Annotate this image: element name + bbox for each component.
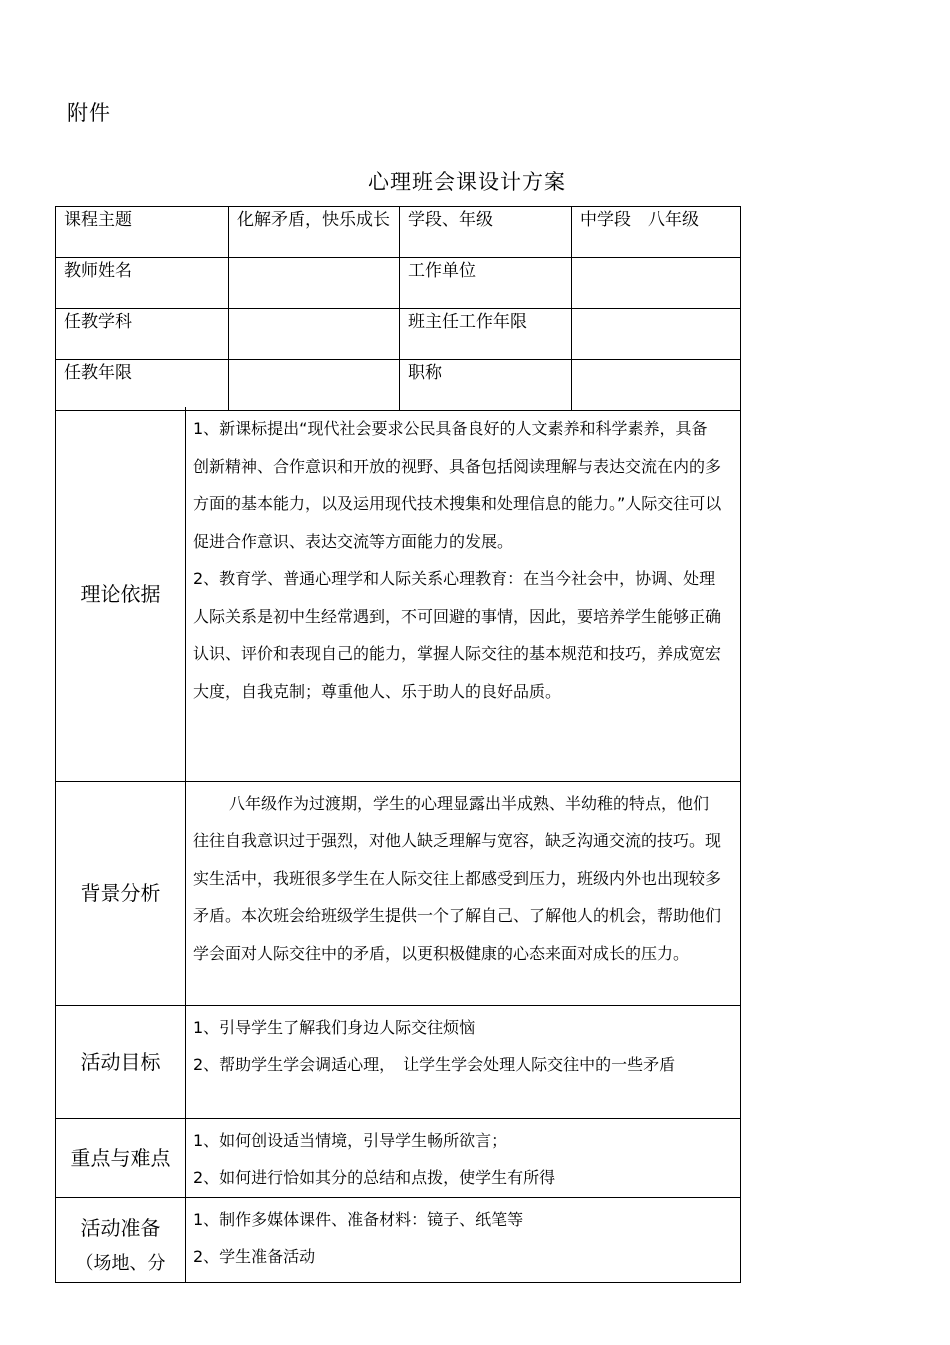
table-row [56, 360, 741, 411]
table-row [56, 407, 741, 781]
table-cell: 任教学科 [56, 309, 229, 360]
table-cell: 教师姓名 [56, 258, 229, 309]
teacher-name-value [229, 258, 400, 309]
goals-label: 活动目标 [56, 1005, 186, 1118]
theory-label: 理论依据 [56, 407, 186, 781]
preparation-label-text: 活动准备 [80, 1215, 161, 1240]
subject-value [229, 309, 400, 360]
paragraph: 2、教育学、普通心理学和人际关系心理教育：在当今社会中，协调、处理人际关系是初中生经常遇到，不可回避的事情，因此，要培养学生能够正确认识、评价和表现自己的能力，掌握人际交往的基本规范和技巧，养成宽宏大度，自我克制；尊重他人、乐于助人的良好品质。 [193, 569, 722, 701]
paragraph: 2、如何进行恰如其分的总结和点拨，使学生有所得 [193, 1168, 556, 1187]
course-topic-value: 化解矛盾，快乐成长 [229, 207, 400, 258]
table-row [56, 258, 741, 309]
background-label: 背景分析 [56, 781, 186, 1005]
table-row [56, 207, 741, 258]
course-detail-table [55, 407, 741, 1283]
table-cell: 工作单位 [400, 258, 572, 309]
keypoints-label: 重点与难点 [56, 1118, 186, 1197]
table-cell: 职称 [400, 360, 572, 411]
table-cell: 任教年限 [56, 360, 229, 411]
table-cell: 课程主题 [56, 207, 229, 258]
paragraph: 八年级作为过渡期，学生的心理显露出半成熟、半幼稚的特点，他们往往自我意识过于强烈，对他人缺乏理解与宽容，缺乏沟通交流的技巧。现实生活中，我班很多学生在人际交往上都感受到压力，班级内外也出现较多矛盾。本次班会给班级学生提供一个了解自己、了解他人的机会，帮助他们学会面对人际交往中的矛盾，以更积极健康的心态来面对成长的压力。 [193, 793, 722, 963]
preparation-label [56, 1197, 186, 1282]
teaching-years-value [229, 360, 400, 411]
keypoints-content [186, 1118, 741, 1197]
table-cell: 班主任工作年限 [400, 309, 572, 360]
paragraph: 2、学生准备活动 [193, 1247, 316, 1266]
grade-value: 中学段 八年级 [572, 207, 741, 258]
title-rank-value [572, 360, 741, 411]
preparation-content [186, 1197, 741, 1282]
table-row [56, 1005, 741, 1118]
table-cell: 学段、年级 [400, 207, 572, 258]
table-row [56, 1118, 741, 1197]
background-content [186, 781, 741, 1005]
preparation-sublabel: （场地、分 [75, 1252, 166, 1274]
document-title: 心理班会课设计方案 [368, 170, 566, 194]
table-row [56, 309, 741, 360]
paragraph: 1、新课标提出“现代社会要求公民具备良好的人文素养和科学素养，具备创新精神、合作意识和开放的视野、具备包括阅读理解与表达交流在内的多方面的基本能力，以及运用现代技术搜集和处理信息的能力。”人际交往可以促进合作意识、表达交流等方面能力的发展。 [193, 419, 722, 551]
table-row [56, 781, 741, 1005]
course-info-table [55, 206, 741, 411]
work-unit-value [572, 258, 741, 309]
goals-content [186, 1005, 741, 1118]
homeroom-years-value [572, 309, 741, 360]
paragraph: 2、帮助学生学会调适心理， 让学生学会处理人际交往中的一些矛盾 [193, 1055, 676, 1074]
paragraph: 1、制作多媒体课件、准备材料：镜子、纸笔等 [193, 1209, 524, 1229]
paragraph: 1、引导学生了解我们身边人际交往烦恼 [193, 1017, 476, 1037]
attachment-label: 附件 [67, 101, 111, 125]
paragraph: 1、如何创设适当情境，引导学生畅所欲言； [193, 1130, 508, 1150]
theory-content [186, 407, 741, 781]
table-row [56, 1197, 741, 1282]
